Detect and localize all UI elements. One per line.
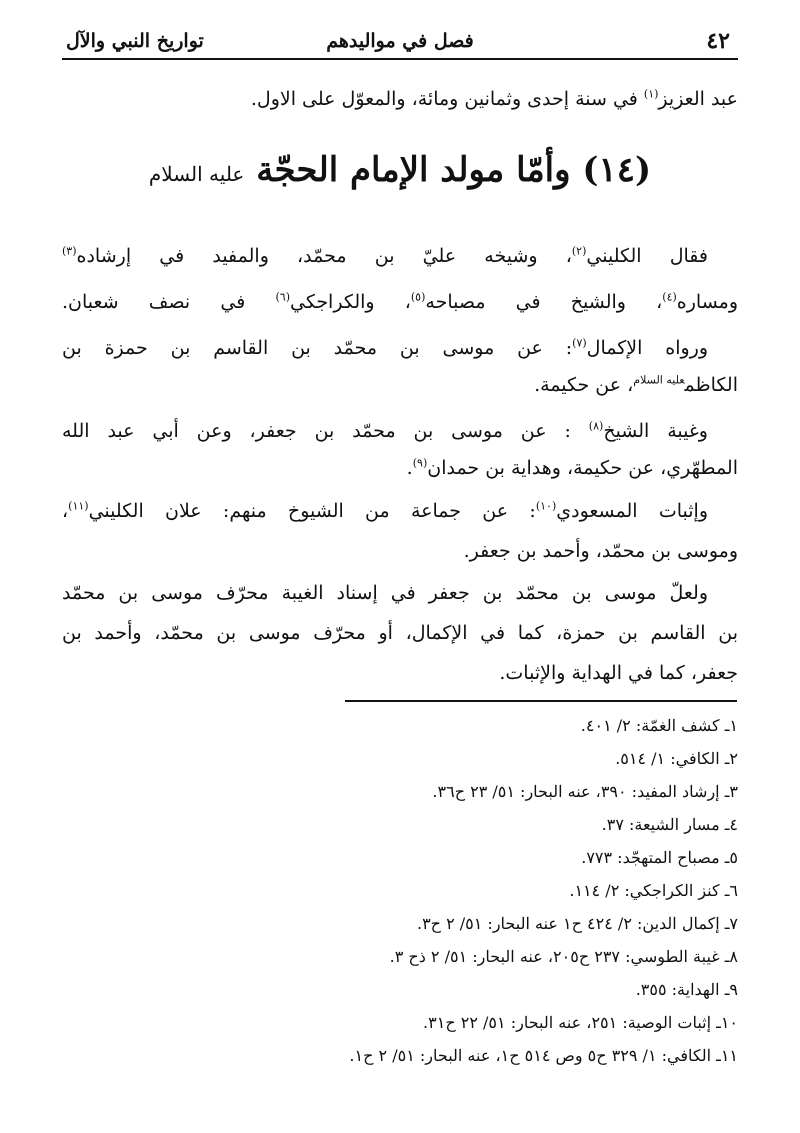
line-text: ، والكراجكي — [289, 291, 411, 313]
body-line — [62, 622, 738, 644]
footnote-ref: (٤) — [662, 290, 677, 304]
footnote-ref: عليه السلام — [633, 373, 685, 387]
section-heading — [0, 150, 800, 190]
line-text: فقال الكليني — [586, 245, 708, 267]
footnote: ١١ـ الكافي: ١/ ٣٢٩ ح٥ وص ٥١٤ ح١، عنه البحار: ٥١/ ٢ ح١. — [349, 1046, 738, 1065]
body-line — [499, 662, 738, 684]
line-text: وإثبات المسعودي — [556, 500, 708, 522]
line-text: في نصف شعبان. — [62, 291, 276, 313]
line-text: ، عن حكيمة. — [534, 374, 634, 396]
footnote: ٧ـ إكمال الدين: ٢/ ٤٢٤ ح١ عنه البحار: ٥١/ ٢ ح٣. — [416, 914, 738, 933]
body-line — [534, 374, 738, 396]
footnote-ref: (١) — [643, 87, 659, 101]
footnote-ref: (٨) — [588, 419, 604, 433]
footnote: ٦ـ كنز الكراجكي: ٢/ ١١٤. — [569, 881, 738, 900]
body-line — [62, 500, 708, 522]
line-text: المطهّري، عن حكيمة، وهداية بن حمدان — [427, 457, 738, 479]
body-line — [62, 337, 708, 359]
intro-line — [251, 88, 738, 110]
body-line — [464, 540, 738, 562]
footnote: ١٠ـ إثبات الوصية: ٢٥١، عنه البحار: ٥١/ ٢٢ ح٣١. — [423, 1013, 738, 1032]
footnote-rule — [345, 700, 737, 702]
line-text: ولعلّ موسى بن محمّد بن جعفر في إسناد الغيبة محرّف موسى بن محمّد — [62, 582, 708, 604]
footnote: ٩ـ الهداية: ٣٥٥. — [635, 980, 738, 999]
line-text: : عن موسى بن محمّد بن القاسم بن حمزة بن — [62, 337, 573, 359]
line-text: ، وشيخه عليّ بن محمّد، والمفيد في إرشاده — [76, 245, 572, 267]
page-number: ٤٢ — [706, 28, 730, 54]
line-text: جعفر، كما في الهداية والإثبات. — [499, 662, 738, 684]
footnote-ref: (٧) — [572, 336, 587, 350]
line-text: ورواه الإكمال — [586, 337, 708, 359]
line-text: وغيبة الشيخ — [603, 420, 708, 442]
line-text: بن القاسم بن حمزة، كما في الإكمال، أو محرّف موسى بن محمّد، وأحمد بن — [62, 622, 738, 644]
footnote: ١ـ كشف الغمّة: ٢/ ٤٠١. — [580, 716, 738, 735]
footnote: ٤ـ مسار الشيعة: ٣٧. — [601, 815, 738, 834]
footnote-ref: (١١) — [68, 499, 89, 513]
intro-text: عبد العزيز — [658, 88, 738, 110]
line-text: . — [406, 457, 413, 479]
running-header — [62, 28, 738, 62]
line-text: ، والشيخ في مصباحه — [425, 291, 663, 313]
body-line — [62, 420, 708, 442]
honorific: عليه السلام — [148, 162, 245, 186]
heading-text: (١٤) وأمّا مولد الإمام الحجّة — [256, 150, 652, 190]
body-line — [62, 582, 708, 604]
footnote-ref: (١٠) — [535, 499, 557, 513]
line-text: الكاظم — [684, 374, 738, 396]
footnote-ref: (٩) — [412, 456, 428, 470]
line-text: : عن جماعة من الشيوخ منهم: علان الكليني — [88, 500, 536, 522]
line-text: ومساره — [676, 291, 739, 313]
body-line — [62, 291, 738, 313]
body-line — [62, 245, 708, 267]
line-text: وموسى بن محمّد، وأحمد بن جعفر. — [463, 540, 738, 562]
footnote-ref: (٢) — [571, 244, 587, 258]
footnote: ٥ـ مصباح المتهجّد: ٧٧٣. — [581, 848, 738, 867]
intro-text: في سنة إحدى وثمانين ومائة، والمعوّل على الاول. — [250, 88, 644, 110]
footnote: ٢ـ الكافي: ١/ ٥١٤. — [615, 749, 738, 768]
chapter-title: فصل في مواليدهم — [326, 30, 474, 52]
footnote: ٣ـ إرشاد المفيد: ٣٩٠، عنه البحار: ٥١/ ٢٣ ح٣٦. — [432, 782, 738, 801]
footnote: ٨ـ غيبة الطوسي: ٢٣٧ ح٢٠٥، عنه البحار: ٥١/ ٢ ذح ٣. — [389, 947, 738, 966]
line-text: : عن موسى بن محمّد بن جعفر، وعن أبي عبد الله — [62, 420, 589, 442]
header-rule — [62, 58, 738, 60]
footnote-ref: (٦) — [275, 290, 290, 304]
book-title: تواريخ النبي والآل — [66, 30, 204, 52]
footnote-ref: (٥) — [410, 290, 426, 304]
line-text: ، — [62, 500, 69, 522]
body-line — [407, 457, 738, 479]
footnote-ref: (٣) — [62, 244, 77, 258]
